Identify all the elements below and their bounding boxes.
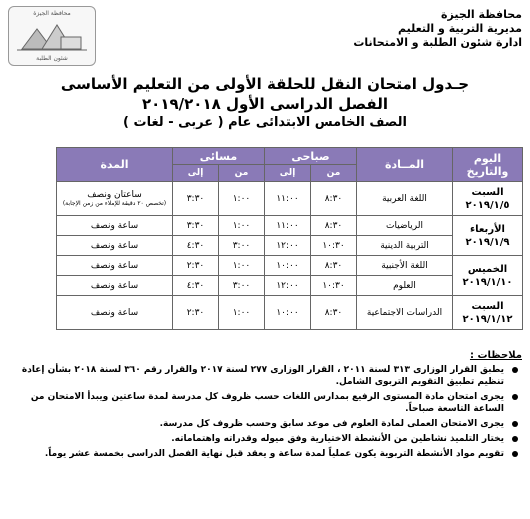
note-text: يختار التلميذ نشاطين من الأنشطة الاختيارية وفق ميوله وقدراته واهتماماته. bbox=[171, 434, 504, 444]
exam-date: ٢٠١٩/١/٩ bbox=[465, 236, 510, 248]
evening-from-cell: ١:٠٠ bbox=[219, 296, 265, 330]
table-row bbox=[57, 296, 523, 330]
header-day-date: اليوم والتاريخ bbox=[453, 148, 523, 182]
exam-schedule-table bbox=[56, 147, 523, 330]
header-evening-from: من bbox=[219, 165, 265, 182]
notes-list bbox=[14, 364, 522, 460]
header-duration: المدة bbox=[57, 148, 173, 182]
evening-to-cell: ٤:٣٠ bbox=[173, 276, 219, 296]
list-item bbox=[14, 433, 504, 445]
header-block bbox=[272, 8, 522, 50]
subject-cell: اللغة العربية bbox=[357, 182, 453, 216]
day-name: الأربعاء bbox=[470, 223, 505, 235]
day-date-cell bbox=[453, 182, 523, 216]
exam-date: ٢٠١٩/١/٥ bbox=[465, 199, 510, 211]
exam-date: ٢٠١٩/١/١٢ bbox=[462, 313, 513, 325]
logo-emblem-icon bbox=[17, 21, 87, 51]
morning-to-cell: ١٠:٠٠ bbox=[265, 296, 311, 330]
morning-to-cell: ١٢:٠٠ bbox=[265, 236, 311, 256]
list-item bbox=[14, 418, 504, 430]
duration-cell: ساعة ونصف bbox=[57, 296, 173, 330]
subject-cell: اللغة الأجنبية bbox=[357, 256, 453, 276]
morning-to-cell: ١٢:٠٠ bbox=[265, 276, 311, 296]
evening-to-cell: ٢:٣٠ bbox=[173, 256, 219, 276]
evening-to-cell: ٢:٣٠ bbox=[173, 296, 219, 330]
day-name: السبت bbox=[471, 186, 504, 198]
evening-from-cell: ٣:٠٠ bbox=[219, 236, 265, 256]
exam-date: ٢٠١٩/١/١٠ bbox=[462, 276, 513, 288]
bullet-icon bbox=[512, 421, 518, 427]
note-text: يجرى الامتحان العملى لمادة العلوم فى موعد سابق وحسب ظروف كل مدرسة. bbox=[159, 419, 504, 429]
header-evening: مسائى bbox=[173, 148, 265, 165]
governorate-label: محافظة الجيزة bbox=[441, 8, 522, 21]
evening-from-cell: ١:٠٠ bbox=[219, 256, 265, 276]
header-morning-to: إلى bbox=[265, 165, 311, 182]
header-morning: صباحى bbox=[265, 148, 357, 165]
duration-cell bbox=[57, 182, 173, 216]
notes-section bbox=[14, 350, 522, 463]
logo-bottom-text: شئون الطلبة bbox=[36, 55, 68, 62]
evening-to-cell: ٣:٣٠ bbox=[173, 216, 219, 236]
duration-value: ساعتان ونصف bbox=[87, 189, 142, 200]
morning-to-cell: ١١:٠٠ bbox=[265, 216, 311, 236]
bullet-icon bbox=[512, 436, 518, 442]
subject-cell: التربية الدينية bbox=[357, 236, 453, 256]
subject-cell: العلوم bbox=[357, 276, 453, 296]
table-row bbox=[57, 256, 523, 276]
duration-cell: ساعة ونصف bbox=[57, 256, 173, 276]
bullet-icon bbox=[512, 367, 518, 373]
morning-to-cell: ١٠:٠٠ bbox=[265, 256, 311, 276]
header-subject: المــادة bbox=[357, 148, 453, 182]
administration-label: ادارة شئون الطلبة و الامتحانات bbox=[353, 36, 522, 49]
day-date-cell bbox=[453, 216, 523, 256]
header-morning-from: من bbox=[311, 165, 357, 182]
header-evening-to: إلى bbox=[173, 165, 219, 182]
table-row bbox=[57, 216, 523, 236]
day-date-cell bbox=[453, 296, 523, 330]
directorate-label: مديرية التربية و التعليم bbox=[398, 22, 522, 35]
directorate-logo bbox=[8, 6, 96, 66]
morning-from-cell: ٨:٣٠ bbox=[311, 216, 357, 236]
morning-from-cell: ١٠:٣٠ bbox=[311, 236, 357, 256]
morning-from-cell: ٨:٣٠ bbox=[311, 256, 357, 276]
notes-heading: ملاحظات : bbox=[469, 350, 522, 361]
title-block bbox=[0, 74, 530, 132]
document-title: جـدول امتحان النقل للحلقة الأولى من التعليم الأساسى bbox=[60, 75, 470, 93]
evening-to-cell: ٤:٣٠ bbox=[173, 236, 219, 256]
logo-top-text: محافظة الجيزة bbox=[33, 10, 71, 17]
evening-from-cell: ٣:٠٠ bbox=[219, 276, 265, 296]
day-name: السبت bbox=[471, 300, 504, 312]
duration-cell: ساعة ونصف bbox=[57, 236, 173, 256]
duration-cell: ساعة ونصف bbox=[57, 276, 173, 296]
evening-from-cell: ١:٠٠ bbox=[219, 216, 265, 236]
subject-cell: الرياضيات bbox=[357, 216, 453, 236]
list-item bbox=[14, 391, 504, 415]
note-text: يطبق القرار الوزارى ٣١٣ لسنة ٢٠١١ ، القرار الوزارى ٢٧٧ لسنة ٢٠١٧ والقرار رقم ٣٦٠ لسنة ٢٠١٨ بشأن إعادة تنظيم تطبيق التقويم التربوى الشامل. bbox=[21, 365, 504, 387]
evening-from-cell: ١:٠٠ bbox=[219, 182, 265, 216]
evening-to-cell: ٣:٣٠ bbox=[173, 182, 219, 216]
note-text: تقويم مواد الأنشطة التربوية يكون عملياً لمدة ساعة و يعقد قبل نهاية الفصل الدراسى بخمسة عشر يوماً. bbox=[44, 449, 504, 459]
morning-from-cell: ٨:٣٠ bbox=[311, 182, 357, 216]
list-item bbox=[14, 364, 504, 388]
term-title: الفصل الدراسى الأول ٢٠١٩/٢٠١٨ bbox=[142, 95, 388, 113]
table-row bbox=[57, 182, 523, 216]
bullet-icon bbox=[512, 394, 518, 400]
morning-from-cell: ١٠:٣٠ bbox=[311, 276, 357, 296]
grade-title: الصف الخامس الابتدائى عام ( عربى - لغات ) bbox=[123, 115, 407, 130]
duration-note: (تخصص ٢٠ دقيقة للإملاء من زمن الإجابة) bbox=[62, 199, 167, 207]
day-name: الخميس bbox=[467, 263, 508, 275]
note-text: يجرى امتحان مادة المستوى الرفيع بمدارس اللغات حسب ظروف كل مدرسة لمدة ساعتين ويبدأ الامتحان من الساعة التاسعة صباحاً. bbox=[30, 392, 504, 414]
morning-from-cell: ٨:٣٠ bbox=[311, 296, 357, 330]
subject-cell: الدراسات الاجتماعية bbox=[357, 296, 453, 330]
list-item bbox=[14, 448, 504, 460]
duration-cell: ساعة ونصف bbox=[57, 216, 173, 236]
day-date-cell bbox=[453, 256, 523, 296]
morning-to-cell: ١١:٠٠ bbox=[265, 182, 311, 216]
bullet-icon bbox=[512, 451, 518, 457]
